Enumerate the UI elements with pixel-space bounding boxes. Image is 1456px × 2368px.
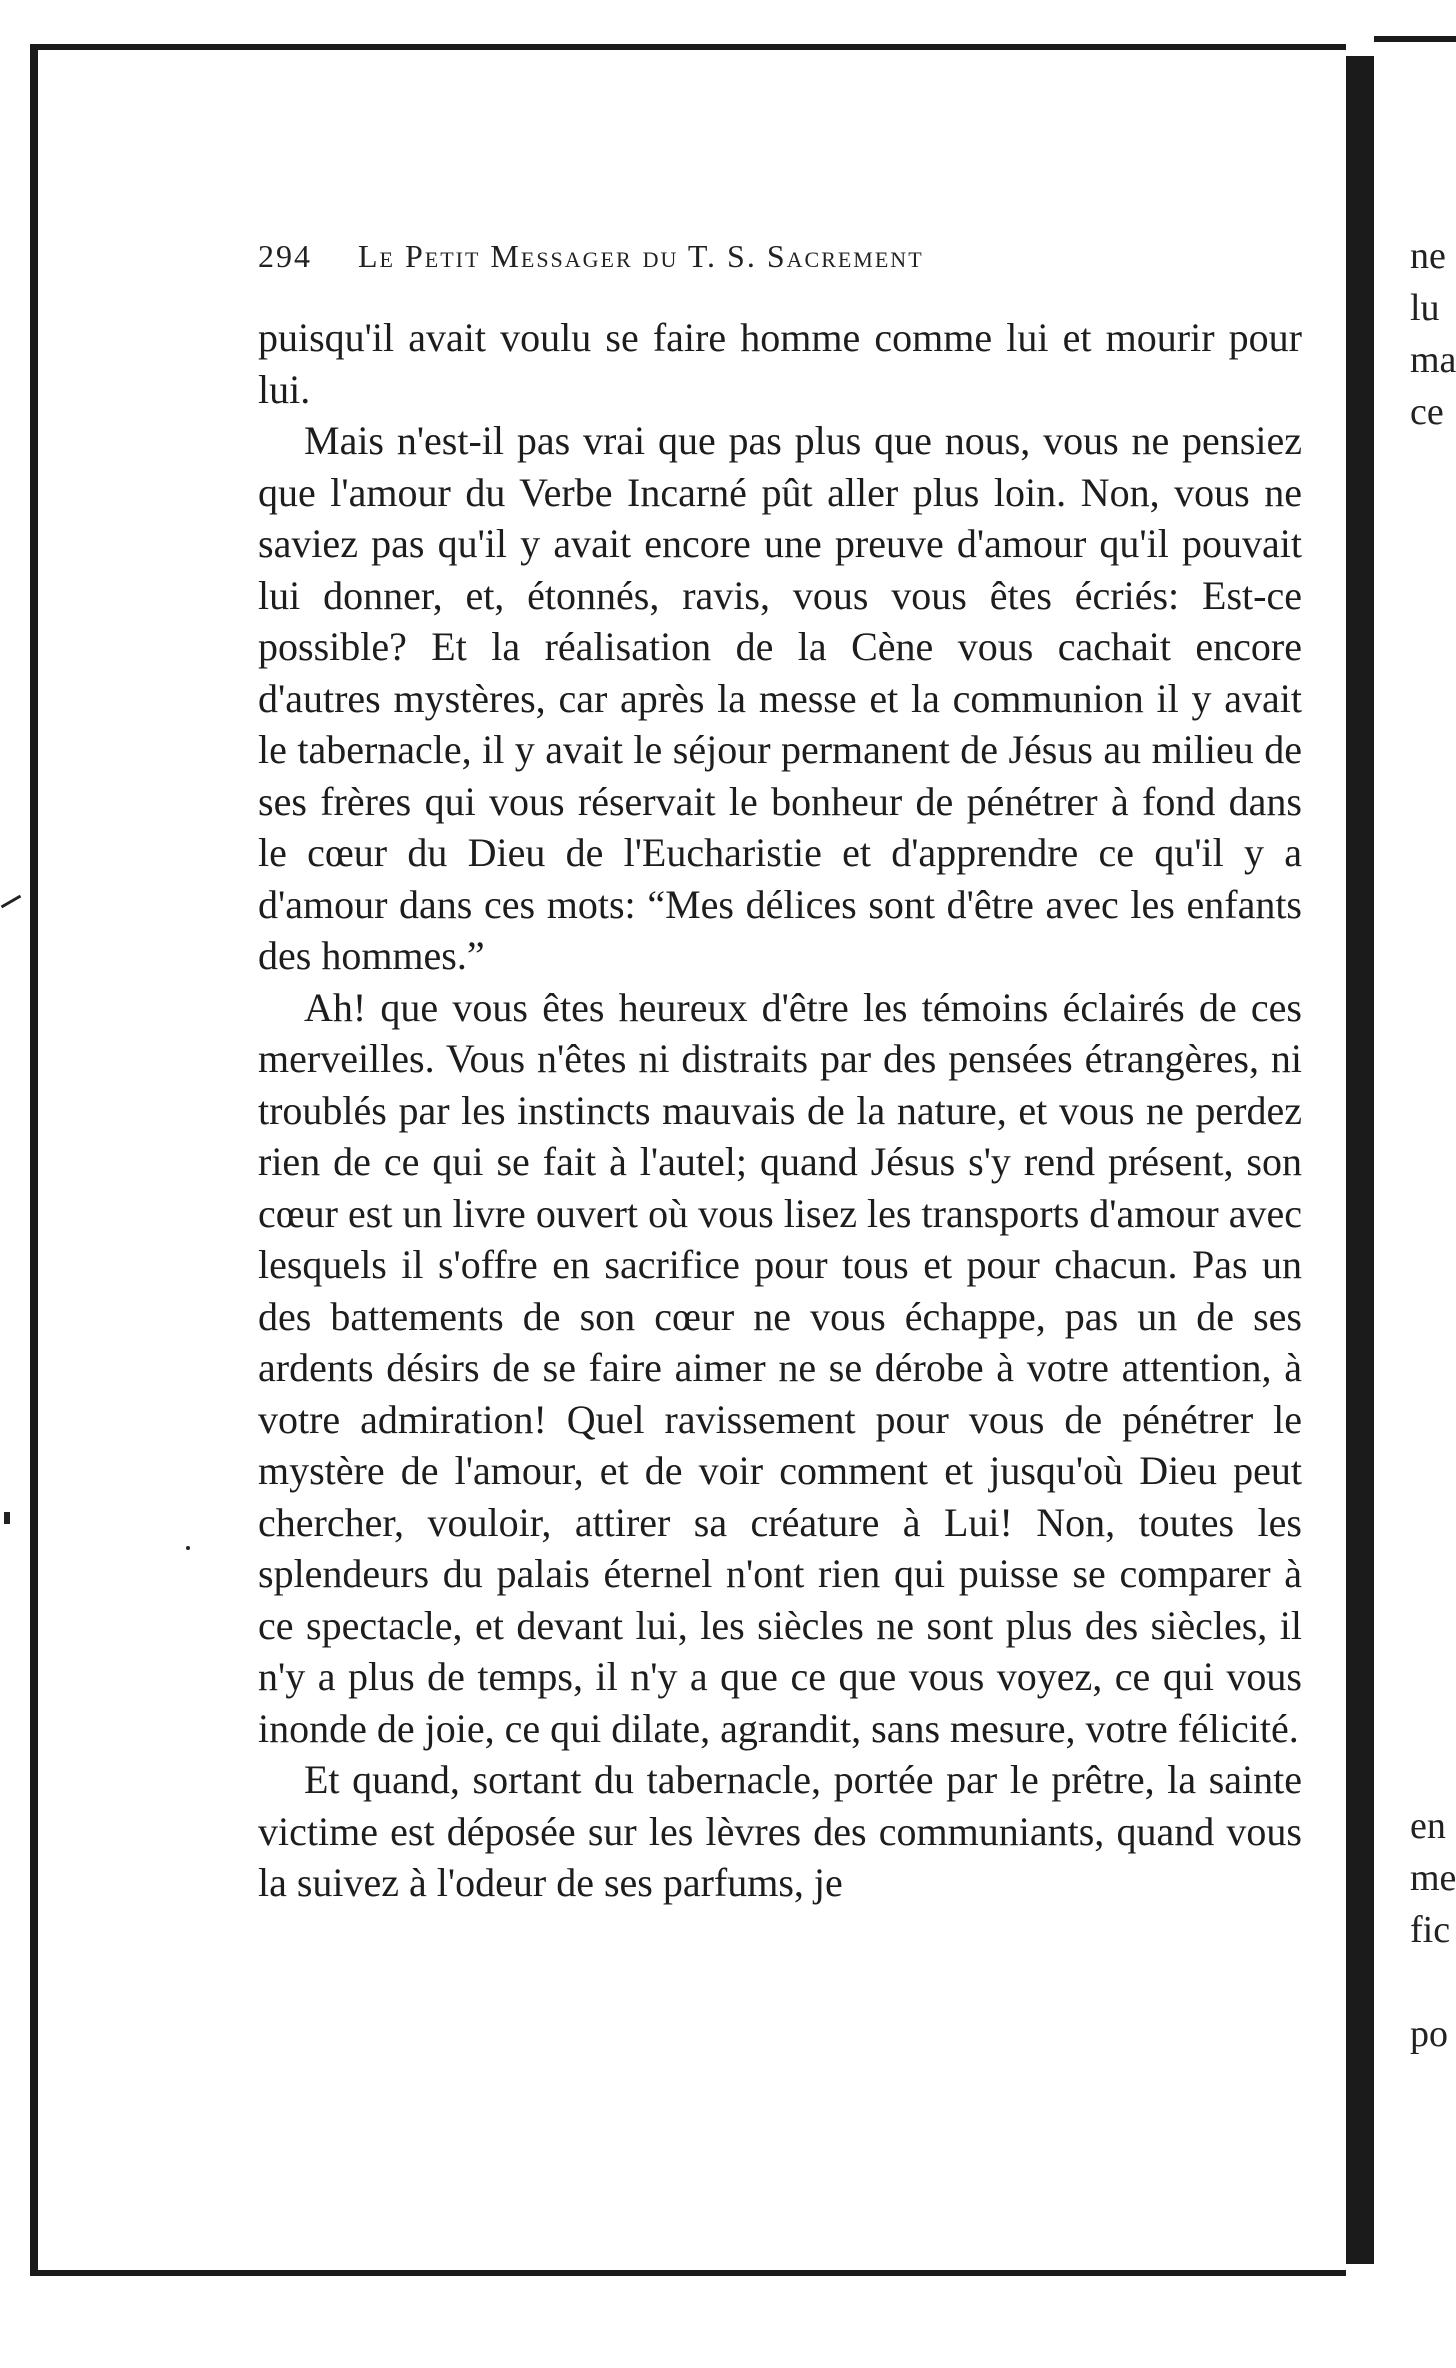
facing-page-fragment: po: [1410, 2013, 1448, 2055]
facing-page-fragment: fic: [1410, 1909, 1451, 1951]
facing-page-fragment: lu: [1410, 287, 1440, 329]
body-text: [258, 312, 1302, 1909]
facing-page-fragment: en: [1410, 1805, 1446, 1847]
book-gutter: [1346, 56, 1374, 2264]
facing-page-edge: [1374, 36, 1456, 2342]
running-title: Le Petit Messager du T. S. Sacrement: [358, 238, 924, 274]
paragraph: Mais n'est-il pas vrai que pas plus que nous, vous ne pensiez que l'amour du Verbe Incarné pût aller plus loin. Non, vous ne saviez pas qu'il y avait encore une preuve d'amour qu'il pouvait lui donner, et, étonnés, ravis, vous vous êtes écriés: Est-ce possible? Et la réalisation de la Cène vous cachait encore d'autres mystères, car après la messe et la communion il y avait le tabernacle, il y avait le séjour permanent de Jésus au milieu de ses frères qui vous réservait le bonheur de pénétrer à fond dans le cœur du Dieu de l'Eucharistie et d'apprendre ce qu'il y a d'amour dans ces mots: “Mes délices sont d'être avec les enfants des hommes.”: [258, 418, 1302, 978]
paragraph: puisqu'il avait voulu se faire homme comme lui et mourir pour lui.: [258, 315, 1302, 412]
paragraph: Et quand, sortant du tabernacle, portée par le prêtre, la sainte victime est déposée sur les lèvres des communiants, quand vous la suivez à l'odeur de ses parfums, je: [258, 1757, 1302, 1905]
paragraph: Ah! que vous êtes heureux d'être les témoins éclairés de ces merveilles. Vous n'êtes ni distraits par des pensées étrangères, ni troublés par les instincts mauvais de la nature, et vous ne perdez rien de ce qui se fait à l'autel; quand Jésus s'y rend présent, son cœur est un livre ouvert où vous lisez les transports d'amour avec lesquels il s'offre en sacrifice pour tous et pour chacun. Pas un des battements de son cœur ne vous échappe, pas un de ses ardents désirs de se faire aimer ne se dérobe à votre attention, à votre admiration! Quel ravissement pour vous de pénétrer le mystère de l'amour, et de voir comment et jusqu'où Dieu peut chercher, vouloir, attirer sa créature à Lui! Non, toutes les splendeurs du palais éternel n'ont rien qui puisse se comparer à ce spectacle, et devant lui, les siècles ne sont plus des siècles, il n'y a plus de temps, il n'y a que ce que vous voyez, ce qui vous inonde de joie, ce qui dilate, agrandit, sans mesure, votre félicité.: [258, 984, 1302, 1751]
facing-page-fragment: ce: [1410, 391, 1444, 433]
facing-page-fragment: ne: [1410, 235, 1446, 277]
page-number: 294: [258, 238, 312, 274]
running-head: [258, 238, 1158, 275]
scan-artifact: [1, 895, 22, 909]
facing-page-fragment: ma: [1410, 339, 1456, 381]
scan-artifact: [186, 1546, 190, 1550]
scan-artifact: [4, 1512, 10, 1524]
facing-page-fragment: me: [1410, 1857, 1456, 1899]
